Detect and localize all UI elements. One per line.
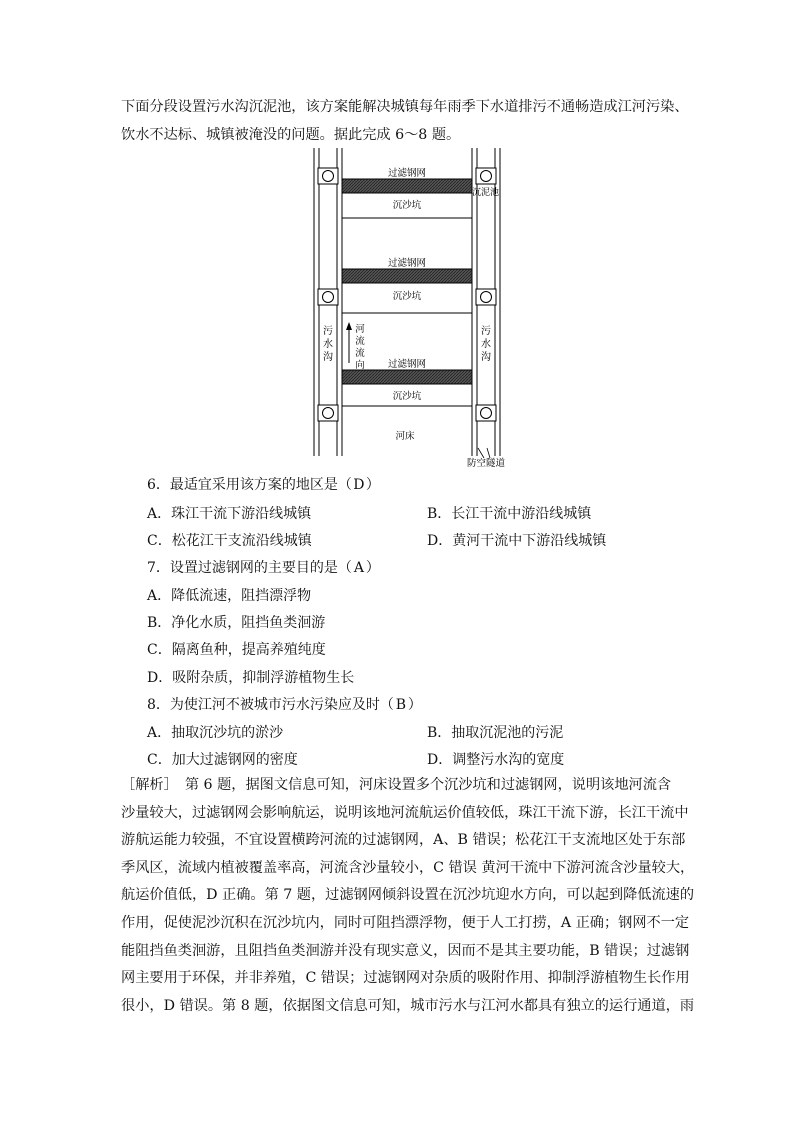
sludge-pool-left [318,405,338,421]
riverbed-label: 河床 [395,431,415,442]
left-sewer-char: 污 [323,326,333,337]
option-b: B．长江干流中游沿线城镇 [427,506,592,522]
sludge-pool-left [318,289,338,305]
option-b: B．净化水质，阻挡鱼类洄游 [147,615,326,631]
analysis-line: 季风区，流域内植被覆盖率高，河流含沙量较小，C 错误 黄河干流中下游河流含沙量较大， [121,859,695,876]
filter-mesh-label: 过滤钢网 [387,258,427,269]
analysis-line: 作用，促使泥沙沉积在沉沙坑内，同时可阻挡漂浮物，便于人工打捞，A 正确；钢网不一定 [121,914,690,931]
left-sewer-label [323,325,333,363]
filter-mesh [342,370,472,384]
question-stem-text: 6．最适宜采用该方案的地区是（ [147,477,352,493]
left-sewer-char: 沟 [323,352,333,363]
right-sewer-label [481,325,491,363]
analysis-line: 沙量较大，过滤钢网会影响航运，说明该地河流航运价值较低，珠江干流下游，长江干流中 [121,804,689,821]
question-close: ） [365,560,380,576]
sludge-pool-right [476,168,496,184]
sand-pit-label: 沉沙坑 [392,291,422,302]
filter-mesh [342,269,472,283]
answer-badge: D [353,477,365,493]
filter-mesh [342,179,472,193]
question-close: ） [365,477,380,493]
flow-char: 流 [355,348,365,359]
analysis-line: 能阻挡鱼类洄游，且阻挡鱼类洄游并没有现实意义，因而不是其主要功能，B 错误；过滤钢 [121,942,690,959]
option-b: B．抽取沉泥池的污泥 [427,725,564,741]
intro-text [121,93,689,149]
filter-mesh-label: 过滤钢网 [387,359,427,370]
question-7-stem [147,558,380,578]
option-d: D．吸附杂质，抑制浮游植物生长 [147,670,355,686]
sand-pit-label: 沉沙坑 [392,391,422,402]
intro-line: 下面分段设置污水沟沉泥池，该方案能解决城镇每年雨季下水道排污不通畅造成江河污染、 [121,99,689,115]
option-c: C．隔离鱼种，提高养殖纯度 [147,642,326,658]
sludge-pool-right [476,289,496,305]
tunnel-pointer [478,448,490,458]
flow-arrow [346,322,352,363]
answer-badge: A [353,560,364,576]
right-sewer-char: 沟 [481,352,491,363]
option-a: A．珠江干流下游沿线城镇 [147,506,312,522]
analysis-line: 网主要用于环保，并非养殖，C 错误；过滤钢网对杂质的吸附作用、抑制浮游植物生长作用 [121,970,690,987]
analysis-line: ［解析］ 第 6 题，据图文信息可知，河床设置多个沉沙坑和过滤钢网，说明该地河流含 [121,777,672,793]
sludge-pool-label: 沉泥池 [472,188,500,198]
option-a: A．抽取沉沙坑的淤沙 [147,725,284,741]
flow-direction-label [355,324,365,371]
right-sewer-char: 水 [481,339,491,350]
tunnel-label: 防空隧道 [466,458,506,469]
intro-line: 饮水不达标、城镇被淹没的问题。据此完成 6～8 题。 [121,127,461,143]
left-sewer-char: 水 [323,339,333,350]
flow-char: 流 [355,336,365,347]
question-stem-text: 8．为使江河不被城市污水污染应及时（ [147,697,394,713]
question-6-stem [147,475,380,495]
analysis-line: 很小，D 错误。第 8 题，依据图文信息可知，城市污水与江河水都具有独立的运行通道，雨 [121,997,695,1014]
sewer-system-diagram [300,148,520,470]
filter-mesh-label: 过滤钢网 [387,168,427,179]
sand-pit-label: 沉沙坑 [392,200,422,211]
sludge-pool-left [318,168,338,184]
flow-char: 向 [355,360,365,371]
option-d: D．黄河干流中下游沿线城镇 [427,533,607,549]
option-a: A．降低流速，阻挡漂浮物 [147,588,312,604]
question-close: ） [407,697,422,713]
analysis-line: 游航运能力较强，不宜设置横跨河流的过滤钢网，A、B 错误；松花江干支流地区处于东部 [121,832,686,849]
sludge-pool-right [476,405,496,421]
right-sewer-char: 污 [481,326,491,337]
question-stem-text: 7．设置过滤钢网的主要目的是（ [147,560,352,576]
option-c: C．加大过滤钢网的密度 [147,752,298,768]
option-d: D．调整污水沟的宽度 [427,752,565,768]
answer-badge: B [395,697,407,713]
analysis-text [121,772,695,1020]
question-8-stem [147,695,422,715]
flow-char: 河 [355,324,365,335]
analysis-line: 航运价值低，D 正确。第 7 题，过滤钢网倾斜设置在沉沙坑迎水方向，可以起到降低流速的 [121,887,695,904]
option-c: C．松花江干支流沿线城镇 [147,533,312,549]
